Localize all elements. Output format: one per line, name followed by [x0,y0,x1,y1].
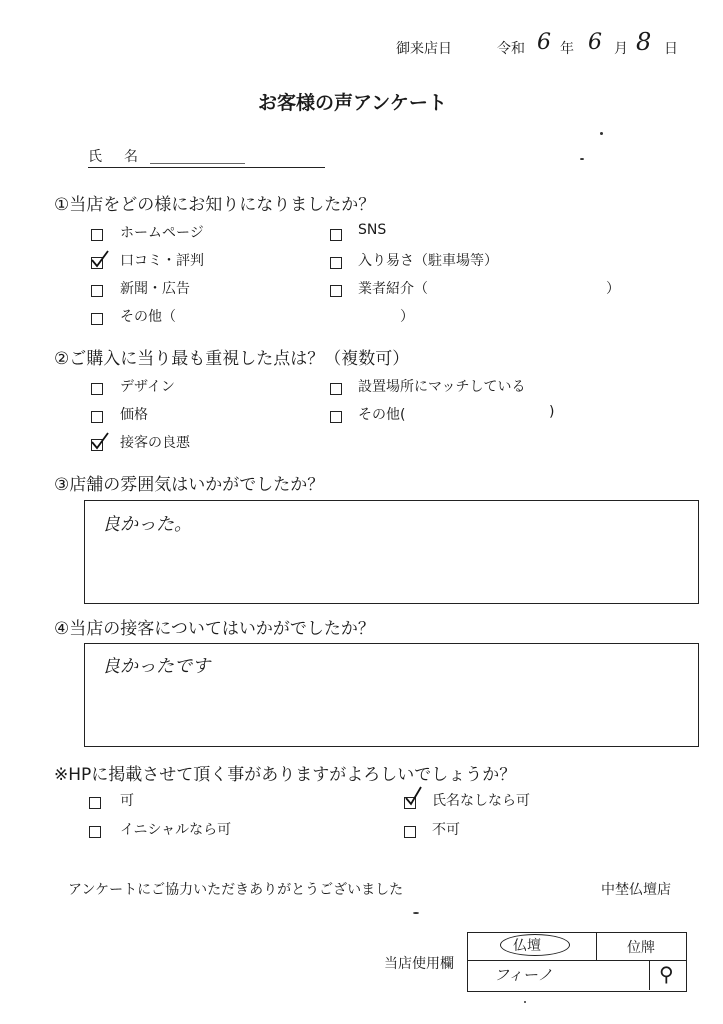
q3-answer: 良かった。 [102,514,192,535]
q5-check-ok[interactable] [89,797,101,809]
name-field[interactable] [150,163,245,164]
q2-other-close: ) [549,404,555,420]
q5-label-no: 不可 [432,822,460,838]
q1-label-referral: 業者紹介（ [358,281,428,297]
q1-question: ①当店をどの様にお知りになりましたか？ [54,195,376,215]
staff-use-label: 当店使用欄 [384,956,454,972]
cell-mark-icon: ⚲ [659,962,674,986]
q5-label-initials: イニシャルなら可 [120,822,232,838]
q4-answer: 良かったです [102,656,210,677]
q1-label-newspaper: 新聞・広告 [120,281,190,297]
cell-butsudan: 仏壇 [513,938,541,954]
staff-table-col-divider-2 [649,960,650,990]
q2-label-design: デザイン [120,379,176,395]
q5-label-ok: 可 [120,793,134,809]
day-value: 8 [636,28,652,56]
month-unit: 月 [614,41,628,57]
thanks-text: アンケートにご協力いただきありがとうございました [68,882,404,898]
scan-speck [524,1001,526,1003]
shop-name: 中埜仏壇店 [601,882,671,898]
page-title: お客様の声アンケート [258,92,447,114]
year-unit: 年 [560,41,574,57]
q2-check-other[interactable] [330,411,342,423]
scan-speck [580,158,584,160]
staff-table-row-divider [467,960,686,961]
cell-handwritten: フィーノ [494,966,553,984]
q1-label-other: その他（ [120,309,176,325]
year-value: 6 [537,30,551,55]
q1-label-homepage: ホームページ [120,225,204,241]
q2-question: ②ご購入に当り最も重視した点は？（複数可） [54,349,410,369]
era-label: 令和 [497,41,525,57]
checkmark-icon [88,430,110,452]
q4-question: ④当店の接客についてはいかがでしたか？ [54,619,375,639]
q1-label-sns: SNS [358,222,387,238]
q1-referral-close: ） [606,281,620,297]
q1-check-access[interactable] [330,257,342,269]
scan-speck [600,132,603,135]
q1-label-kuchikomi: 口コミ・評判 [120,253,204,269]
q2-label-other: その他( [358,407,406,423]
name-underline [88,167,325,168]
q1-check-sns[interactable] [330,229,342,241]
q2-label-placement: 設置場所にマッチしている [358,379,526,395]
scan-speck [413,912,419,914]
visit-date-label: 御来店日 [396,41,452,57]
q5-check-initials[interactable] [89,826,101,838]
q5-label-anonymous: 氏名なしなら可 [432,793,530,809]
q1-check-referral[interactable] [330,285,342,297]
day-unit: 日 [664,41,678,57]
q3-question: ③店舗の雰囲気はいかがでしたか？ [54,475,325,495]
q1-check-other[interactable] [91,313,103,325]
q2-label-service: 接客の良悪 [120,435,190,451]
month-value: 6 [588,30,602,55]
checkmark-icon [402,785,424,807]
name-label: 氏 名 [88,149,142,165]
staff-table-col-divider [596,932,597,960]
q1-check-newspaper[interactable] [91,285,103,297]
q2-check-price[interactable] [91,411,103,423]
q1-other-close: ） [400,309,414,325]
q5-question: ※HPに掲載させて頂く事がありますがよろしいでしょうか？ [54,765,517,785]
q5-check-no[interactable] [404,826,416,838]
q2-label-price: 価格 [120,407,148,423]
q1-label-access: 入り易さ（駐車場等） [358,253,498,269]
q2-check-design[interactable] [91,383,103,395]
q1-check-homepage[interactable] [91,229,103,241]
cell-ihai: 位牌 [627,940,655,956]
checkmark-icon [88,248,110,270]
q2-check-placement[interactable] [330,383,342,395]
